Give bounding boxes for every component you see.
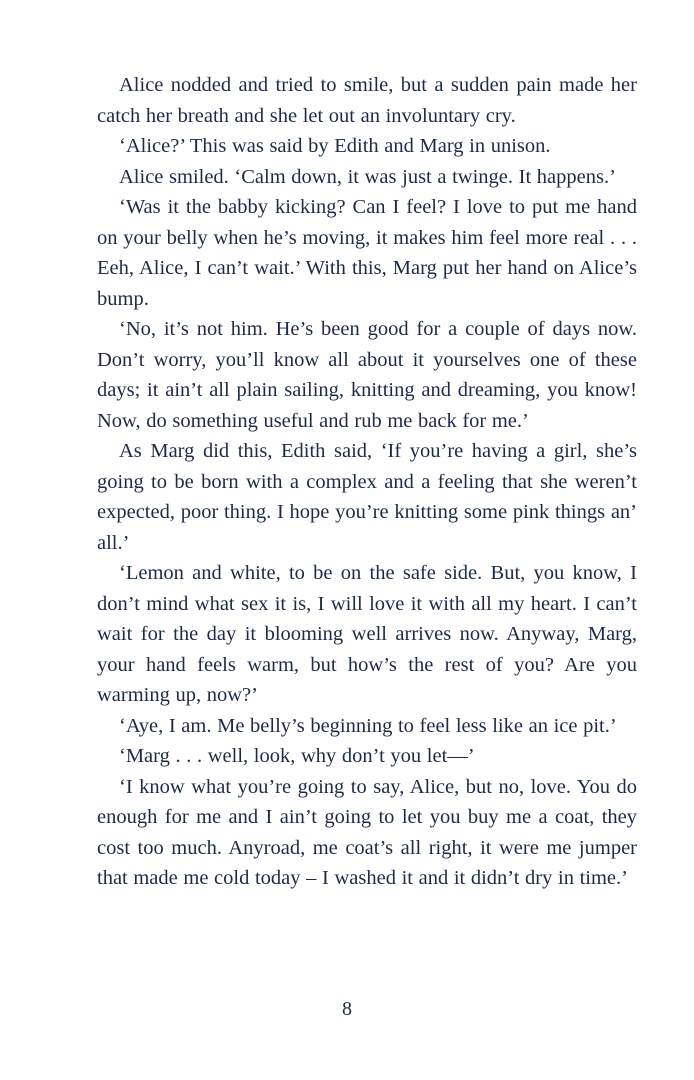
paragraph: ‘No, it’s not him. He’s been good for a couple of days now. Don’t worry, you’ll know all about it yourselves one of these days; it ain’t all plain sailing, knitting and dreaming, you know! Now, do something useful and rub me back for me.’ bbox=[97, 318, 637, 432]
paragraph: Alice nodded and tried to smile, but a sudden pain made her catch her breath and she let out an involuntary cry. bbox=[97, 74, 637, 127]
paragraph: As Marg did this, Edith said, ‘If you’re having a girl, she’s going to be born with a complex and a feeling that she weren’t expected, poor thing. I hope you’re knitting some pink things an’ all.’ bbox=[97, 440, 637, 554]
paragraph: Alice smiled. ‘Calm down, it was just a twinge. It happens.’ bbox=[119, 165, 616, 188]
paragraph: ‘I know what you’re going to say, Alice, but no, love. You do enough for me and I ain’t going to let you buy me a coat, they cost too much. Anyroad, me coat’s all right, it were me jumper that made me cold today – I washed it and it didn’t dry in time.’ bbox=[97, 775, 637, 889]
paragraph: ‘Alice?’ This was said by Edith and Marg in unison. bbox=[119, 135, 551, 157]
paragraph: ‘Lemon and white, to be on the safe side. But, you know, I don’t mind what sex it is, I will love it with all my heart. I can’t wait for the day it blooming well arrives now. Anyway, Marg, your hand feels warm, but how’s the rest of you? Are you warming up, now?’ bbox=[97, 562, 637, 706]
paragraph: ‘Marg . . . well, look, why don’t you let—’ bbox=[119, 745, 475, 767]
page-number: 8 bbox=[342, 998, 352, 1020]
body-text bbox=[97, 70, 637, 894]
paragraph: ‘Was it the babby kicking? Can I feel? I love to put me hand on your belly when he’s moving, it makes him feel more real . . . Eeh, Alice, I can’t wait.’ With this, Marg put her hand on Alice’s bump. bbox=[97, 196, 637, 310]
paragraph: ‘Aye, I am. Me belly’s beginning to feel less like an ice pit.’ bbox=[119, 714, 617, 737]
